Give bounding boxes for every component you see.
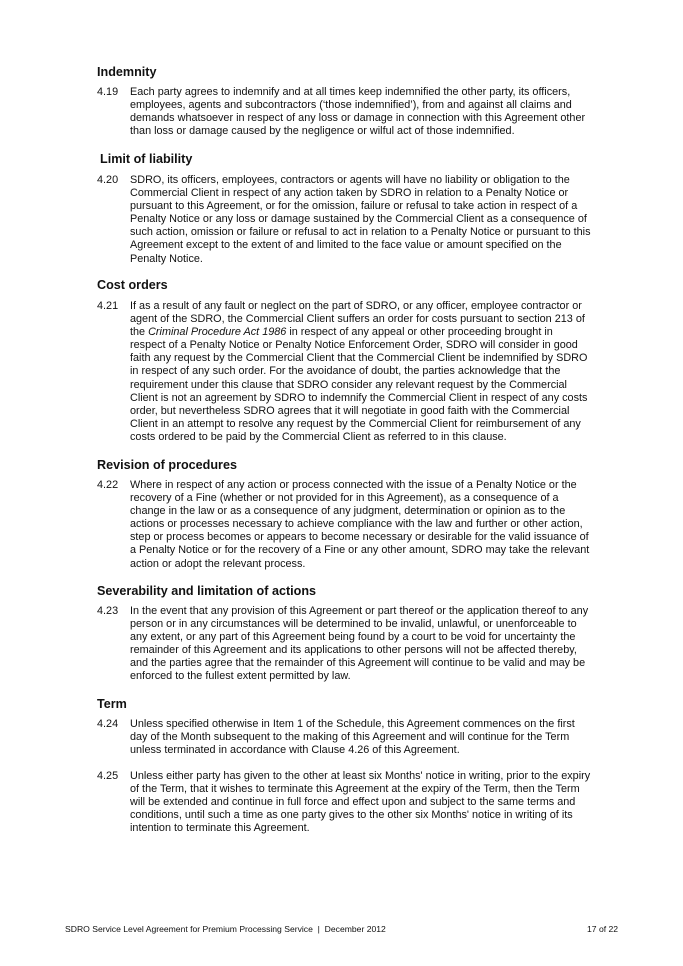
clause-line: costs ordered to be paid by the Commercial Client as referred to in this clause. xyxy=(130,430,507,443)
clause-4-23 xyxy=(97,605,619,684)
clause-line: unless terminated in accordance with Clause 4.26 of this Agreement. xyxy=(130,744,460,757)
clause-line: and the parties agree that the remainder of this Agreement will continue to be valid and may be xyxy=(130,657,586,670)
clause-line: any extent, or any part of this Agreement being found by a court to be void for uncertainty the xyxy=(130,631,576,644)
clause-line: of the Term, that it wishes to terminate this Agreement at the expiry of the Term, then the Term xyxy=(130,783,580,796)
clause-number: 4.20 xyxy=(97,174,119,186)
clause-line: order, but nevertheless SDRO agrees that it will negotiate in good faith with the Commercial xyxy=(130,404,570,417)
clause-4-20 xyxy=(97,174,619,266)
clause-line: Client in an attempt to resolve any request by the Commercial Client for reimbursement of any xyxy=(130,417,581,430)
section-heading-cost-orders: Cost orders xyxy=(97,278,168,292)
clause-line: change in the law or as a consequence of any judgment, determination or opinion as to the xyxy=(130,505,566,518)
clause-4-19 xyxy=(97,86,619,138)
clause-number: 4.23 xyxy=(97,605,119,617)
clause-line: recovery of a Fine (whether or not provided for in this Agreement), as a consequence of a xyxy=(130,492,559,505)
clause-line: step or process becomes or appears to become necessary or desirable for the valid issuance of xyxy=(130,531,589,544)
clause-number: 4.25 xyxy=(97,770,119,782)
clause-line: conditions, until such a time as one party gives to the other six Months' notice in writing of its xyxy=(130,809,573,822)
clause-line: action or adopt the relevant process. xyxy=(130,557,306,570)
section-heading-indemnity: Indemnity xyxy=(97,65,157,79)
section-heading-severability: Severability and limitation of actions xyxy=(97,584,317,598)
clause-line: If as a result of any fault or neglect on the part of SDRO, or any officer, employee contractor or xyxy=(130,300,582,312)
clause-line: respect of a Penalty Notice or Penalty Notice Enforcement Order, SDRO will consider in good xyxy=(130,339,578,352)
clause-line: day of the Month subsequent to the making of this Agreement and will continue for the Term xyxy=(130,731,570,744)
section-heading-revision-of-procedures: Revision of procedures xyxy=(97,458,237,472)
clause-4-25 xyxy=(97,770,619,835)
clause-line: enforced to the fullest extent permitted by law. xyxy=(130,670,351,683)
clause-4-24 xyxy=(97,718,619,757)
clause-line: SDRO, its officers, employees, contractors or agents will have no liability or obligation to the xyxy=(130,174,570,186)
clause-number: 4.24 xyxy=(97,718,119,730)
clause-line: Agreement except to the extent of and limited to the face value or amount specified on the xyxy=(130,239,562,252)
act-title: Criminal Procedure Act 1986 xyxy=(148,326,287,339)
clause-4-21 xyxy=(97,300,619,444)
clause-line: Penalty Notice. xyxy=(130,252,203,265)
clause-text: in respect of any appeal or other proceeding brought in xyxy=(286,326,553,339)
clause-line xyxy=(130,326,553,338)
clause-line: Penalty Notice or any loss or damage sustained by the Commercial Client as a consequence of xyxy=(130,213,587,226)
clause-text: the xyxy=(130,326,149,339)
footer-document-title: SDRO Service Level Agreement for Premium Processing Service | December 2012 xyxy=(65,924,386,934)
clause-line: demands whatsoever in respect of any loss or damage in connection with this Agreement other xyxy=(130,112,586,125)
section-heading-limit-of-liability: Limit of liability xyxy=(100,152,193,166)
clause-line: than loss or damage caused by the negligence or wilful act of those indemnified. xyxy=(130,125,515,138)
clause-line: In the event that any provision of this Agreement or part thereof or the application thereof to any xyxy=(130,605,589,617)
clause-line: Client is not an agreement by SDRO to indemnify the Commercial Client in respect of any costs xyxy=(130,391,588,404)
section-heading-term: Term xyxy=(97,697,127,711)
clause-line: remainder of this Agreement and its applications to other persons will not be affected thereby, xyxy=(130,644,577,657)
clause-line: a Penalty Notice or for the recovery of a Fine or any other amount, SDRO may take the relevant xyxy=(130,544,590,557)
clause-line: Unless either party has given to the other at least six Months' notice in writing, prior to the expiry xyxy=(130,770,591,782)
clause-line: will be extended and continue in full force and effect upon and subject to the same terms and xyxy=(130,796,576,809)
clause-line: actions or processes necessary to achieve compliance with the law and further or other action, xyxy=(130,518,583,531)
clause-line: Unless specified otherwise in Item 1 of the Schedule, this Agreement commences on the first xyxy=(130,718,575,730)
clause-line: employees, agents and subcontractors (‘those indemnified’), from and against all claims and xyxy=(130,99,572,112)
clause-number: 4.21 xyxy=(97,300,119,312)
clause-line: intention to terminate this Agreement. xyxy=(130,822,310,835)
footer-page-number: 17 of 22 xyxy=(587,924,619,934)
clause-line: person or in any circumstances will be determined to be invalid, unlawful, or unenforceable to xyxy=(130,618,577,631)
clause-4-22 xyxy=(97,479,619,571)
clause-line: Where in respect of any action or process connected with the issue of a Penalty Notice or the xyxy=(130,479,577,491)
clause-line: in respect of any such order. For the avoidance of doubt, the parties acknowledge that the xyxy=(130,365,561,378)
clause-line: requirement under this clause that SDRO consider any relevant request by the Commercial xyxy=(130,378,567,391)
clause-line: faith any request by the Commercial Client that the Commercial Client be indemnified by SDRO xyxy=(130,352,588,365)
clause-line: Commercial Client in respect of any action taken by SDRO in relation to a Penalty Notice or xyxy=(130,187,569,200)
clause-line: agent of the SDRO, the Commercial Client suffers an order for costs pursuant to section 213 of xyxy=(130,313,585,326)
clause-line: such action, omission or failure or refusal to act in relation to a Penalty Notice or pursuant to this xyxy=(130,226,591,239)
clause-number: 4.19 xyxy=(97,86,119,98)
clause-line: Each party agrees to indemnify and at all times keep indemnified the other party, its officers, xyxy=(130,86,571,98)
clause-number: 4.22 xyxy=(97,479,119,491)
clause-line: pursuant to this Agreement, or for the omission, failure or refusal to take action in respect of a xyxy=(130,200,578,213)
